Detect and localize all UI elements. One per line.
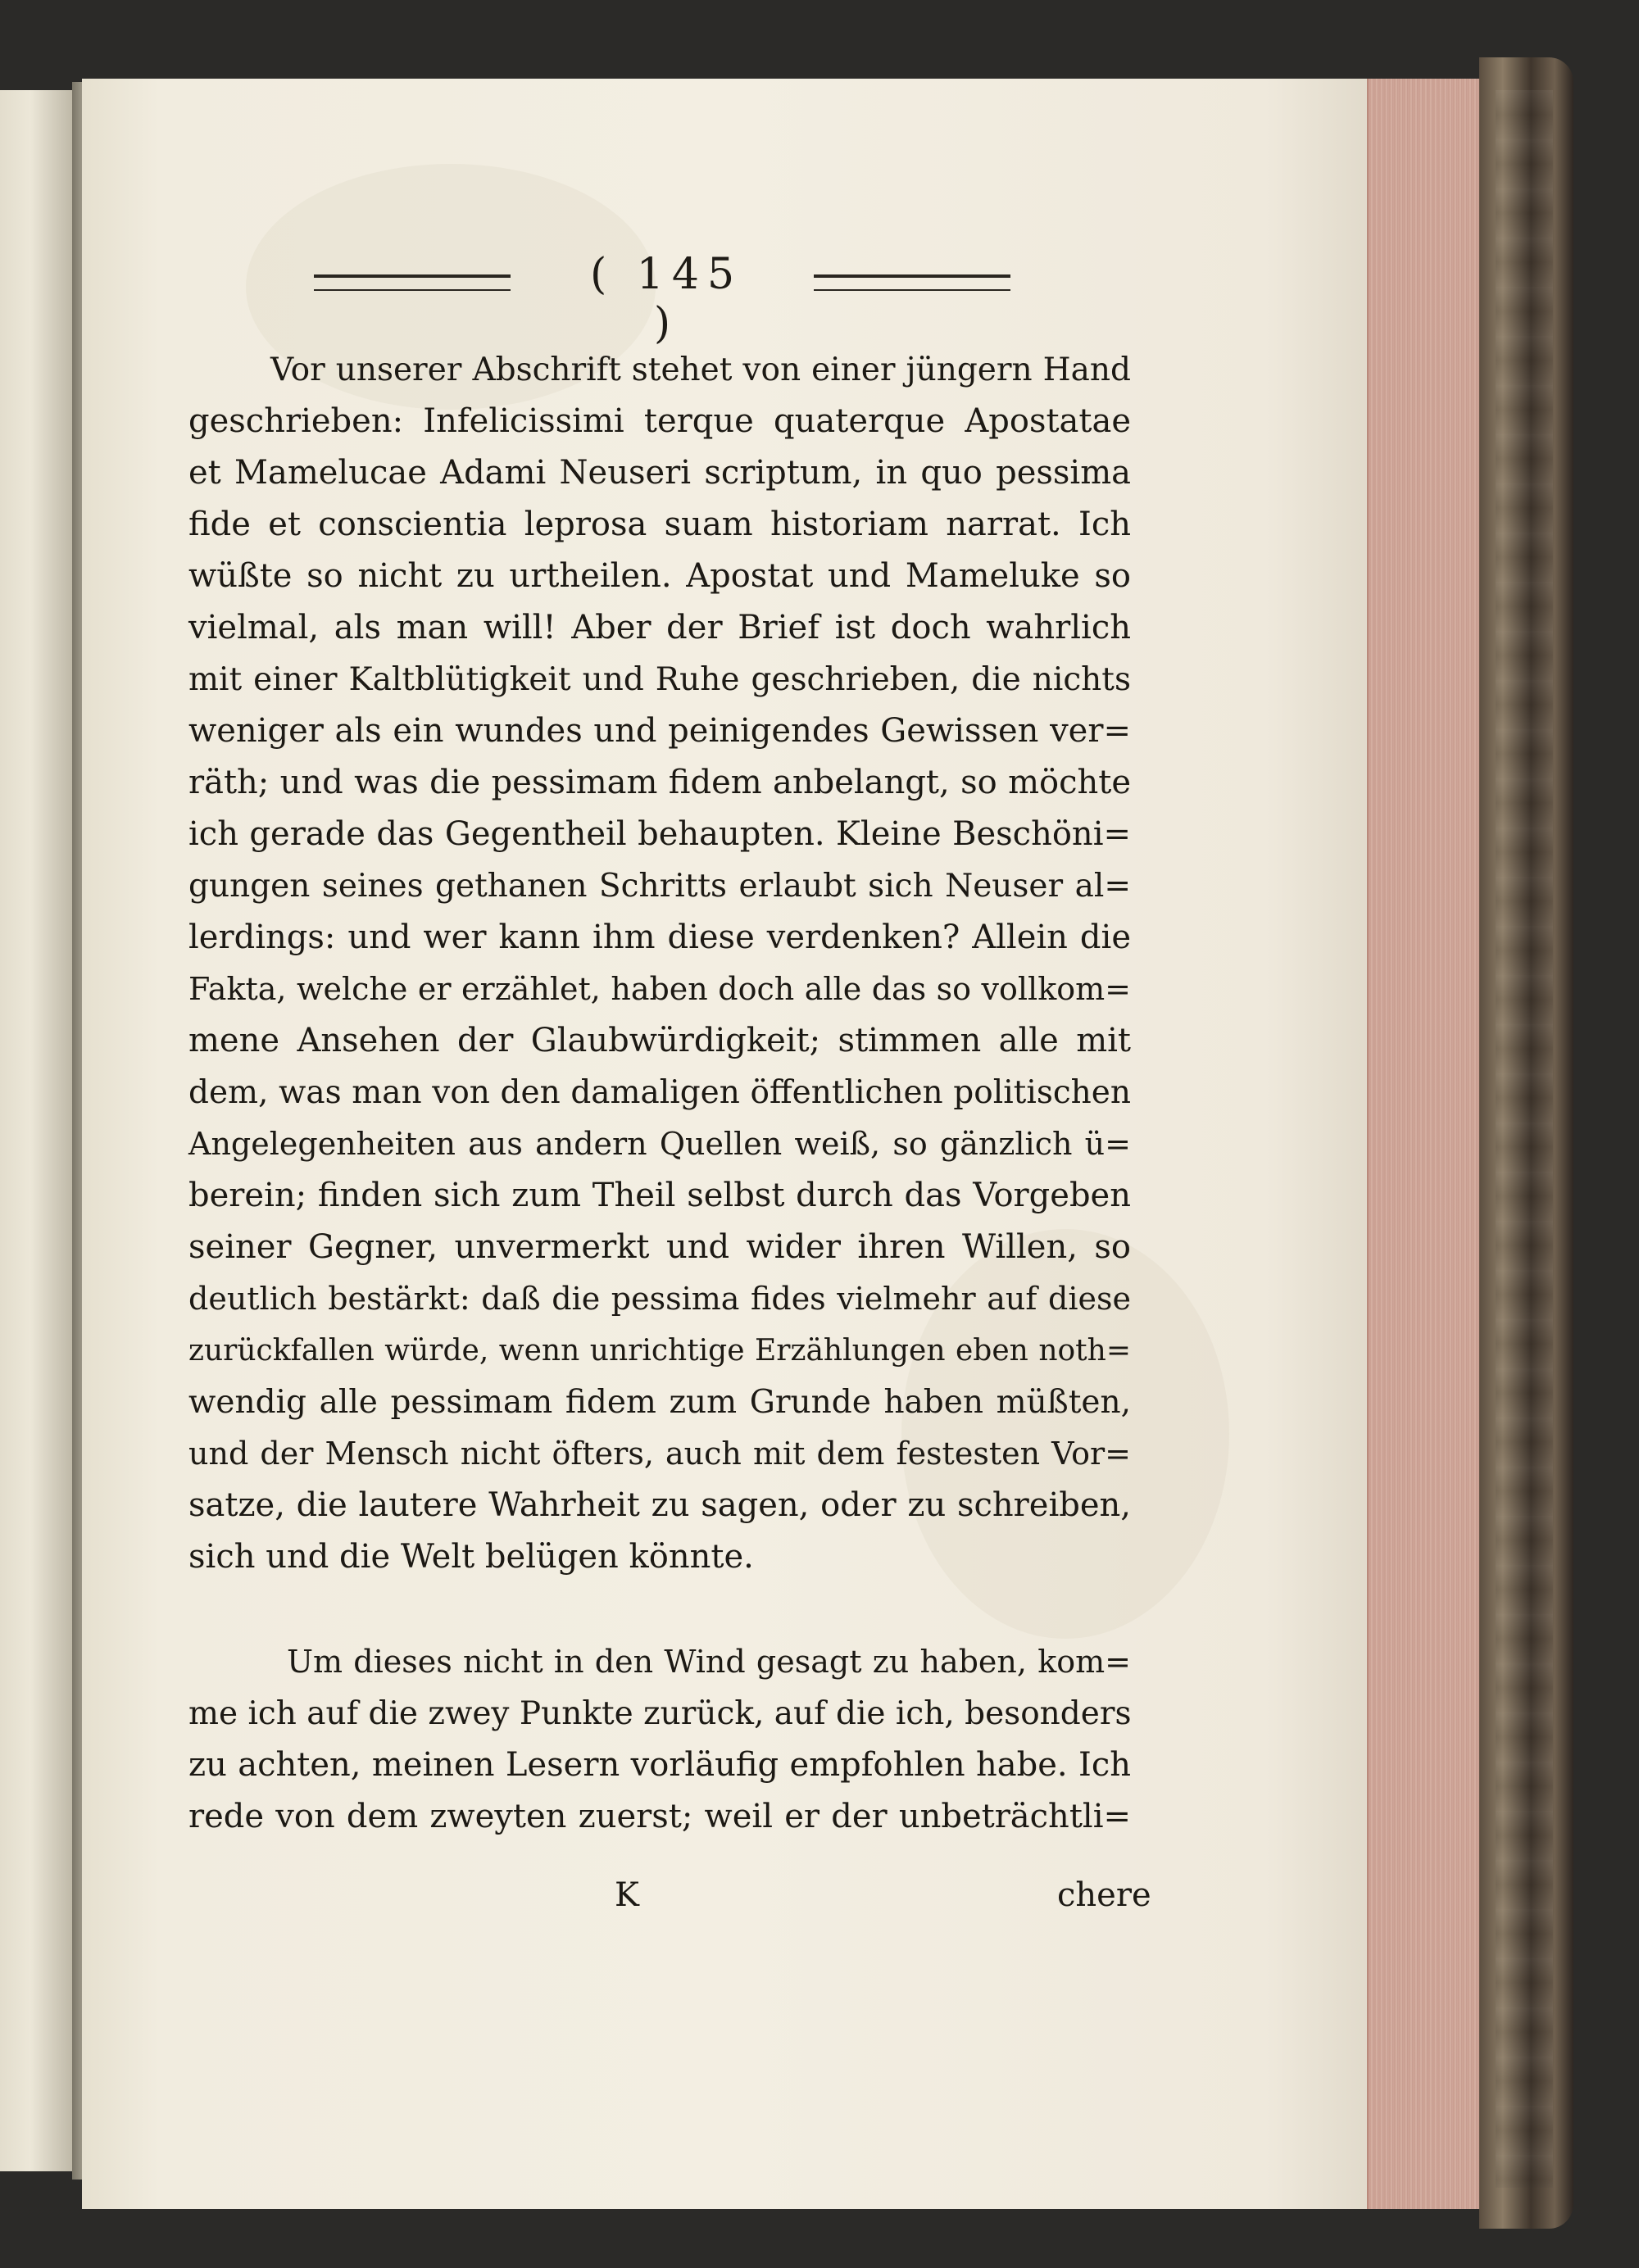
page-number: ( 145 )	[589, 250, 743, 348]
page-header	[314, 250, 1002, 348]
text-line: vielmal, als man will! Aber der Brief ist doch wahrlich	[188, 609, 1131, 646]
text-line: satze, die lautere Wahrheit zu sagen, oder zu schreiben,	[188, 1486, 1131, 1524]
text-line: Angelegenheiten aus andern Quellen weiß, so gänzlich ü=	[188, 1126, 1131, 1162]
text-line: deutlich bestärkt: daß die pessima fides vielmehr auf diese	[188, 1281, 1131, 1317]
text-line: lerdings: und wer kann ihm diese verdenken? Allein die	[188, 919, 1131, 956]
header-rule-right	[814, 274, 1010, 291]
left-page-edge	[0, 90, 75, 2171]
text-line: berein; finden sich zum Theil selbst durch das Vorgeben	[188, 1177, 1131, 1214]
paragraph-2	[188, 1636, 1131, 1843]
text-line: gungen seines gethanen Schritts erlaubt sich Neuser al=	[188, 868, 1131, 905]
text-line: mene Ansehen der Glaubwürdigkeit; stimmen alle mit	[188, 1022, 1131, 1059]
paragraph-1	[188, 344, 1131, 1583]
text-line: sich und die Welt belügen könnte.	[188, 1538, 754, 1576]
text-line: dem, was man von den damaligen öffentlichen politischen	[188, 1074, 1131, 1111]
text-line: Fakta, welche er erzählet, haben doch alle das so vollkom=	[188, 971, 1131, 1007]
text-line: geschrieben: Infelicissimi terque quaterque Apostatae	[188, 402, 1131, 440]
page-fore-edge	[1367, 79, 1483, 2209]
text-line: weniger als ein wundes und peinigendes Gewissen ver=	[188, 712, 1131, 750]
text-line: Um dieses nicht in den Wind gesagt zu haben, kom=	[287, 1644, 1131, 1680]
text-line: Vor unserer Abschrift stehet von einer jüngern Hand	[270, 352, 1131, 388]
text-line: zurückfallen würde, wenn unrichtige Erzählungen eben noth=	[188, 1334, 1131, 1368]
body-text	[188, 344, 1131, 1843]
catchword: chere	[1057, 1876, 1151, 1914]
text-line: seiner Gegner, unvermerkt und wider ihren Willen, so	[188, 1228, 1131, 1266]
text-line: ich gerade das Gegentheil behaupten. Kleine Beschöni=	[188, 815, 1131, 853]
text-line: rede von dem zweyten zuerst; weil er der unbeträchtli=	[188, 1798, 1131, 1835]
book-cover-edge	[1479, 57, 1573, 2229]
text-line: zu achten, meinen Lesern vorläufig empfohlen habe. Ich	[188, 1746, 1131, 1784]
text-line: me ich auf die zwey Punkte zurück, auf die ich, besonders	[188, 1695, 1132, 1732]
text-line: et Mamelucae Adami Neuseri scriptum, in quo pessima	[188, 454, 1131, 492]
header-rule-left	[314, 274, 511, 291]
text-line: fide et conscientia leprosa suam historiam narrat. Ich	[188, 506, 1131, 543]
text-line: mit einer Kaltblütigkeit und Ruhe geschrieben, die nichts	[188, 661, 1131, 698]
text-line: und der Mensch nicht öfters, auch mit dem festesten Vor=	[188, 1436, 1131, 1472]
signature-mark: K	[615, 1876, 639, 1914]
text-line: wüßte so nicht zu urtheilen. Apostat und Mameluke so	[188, 557, 1131, 595]
text-line: räth; und was die pessimam fidem anbelangt, so möchte	[188, 764, 1131, 801]
text-line: wendig alle pessimam fidem zum Grunde haben müßten,	[188, 1384, 1131, 1421]
